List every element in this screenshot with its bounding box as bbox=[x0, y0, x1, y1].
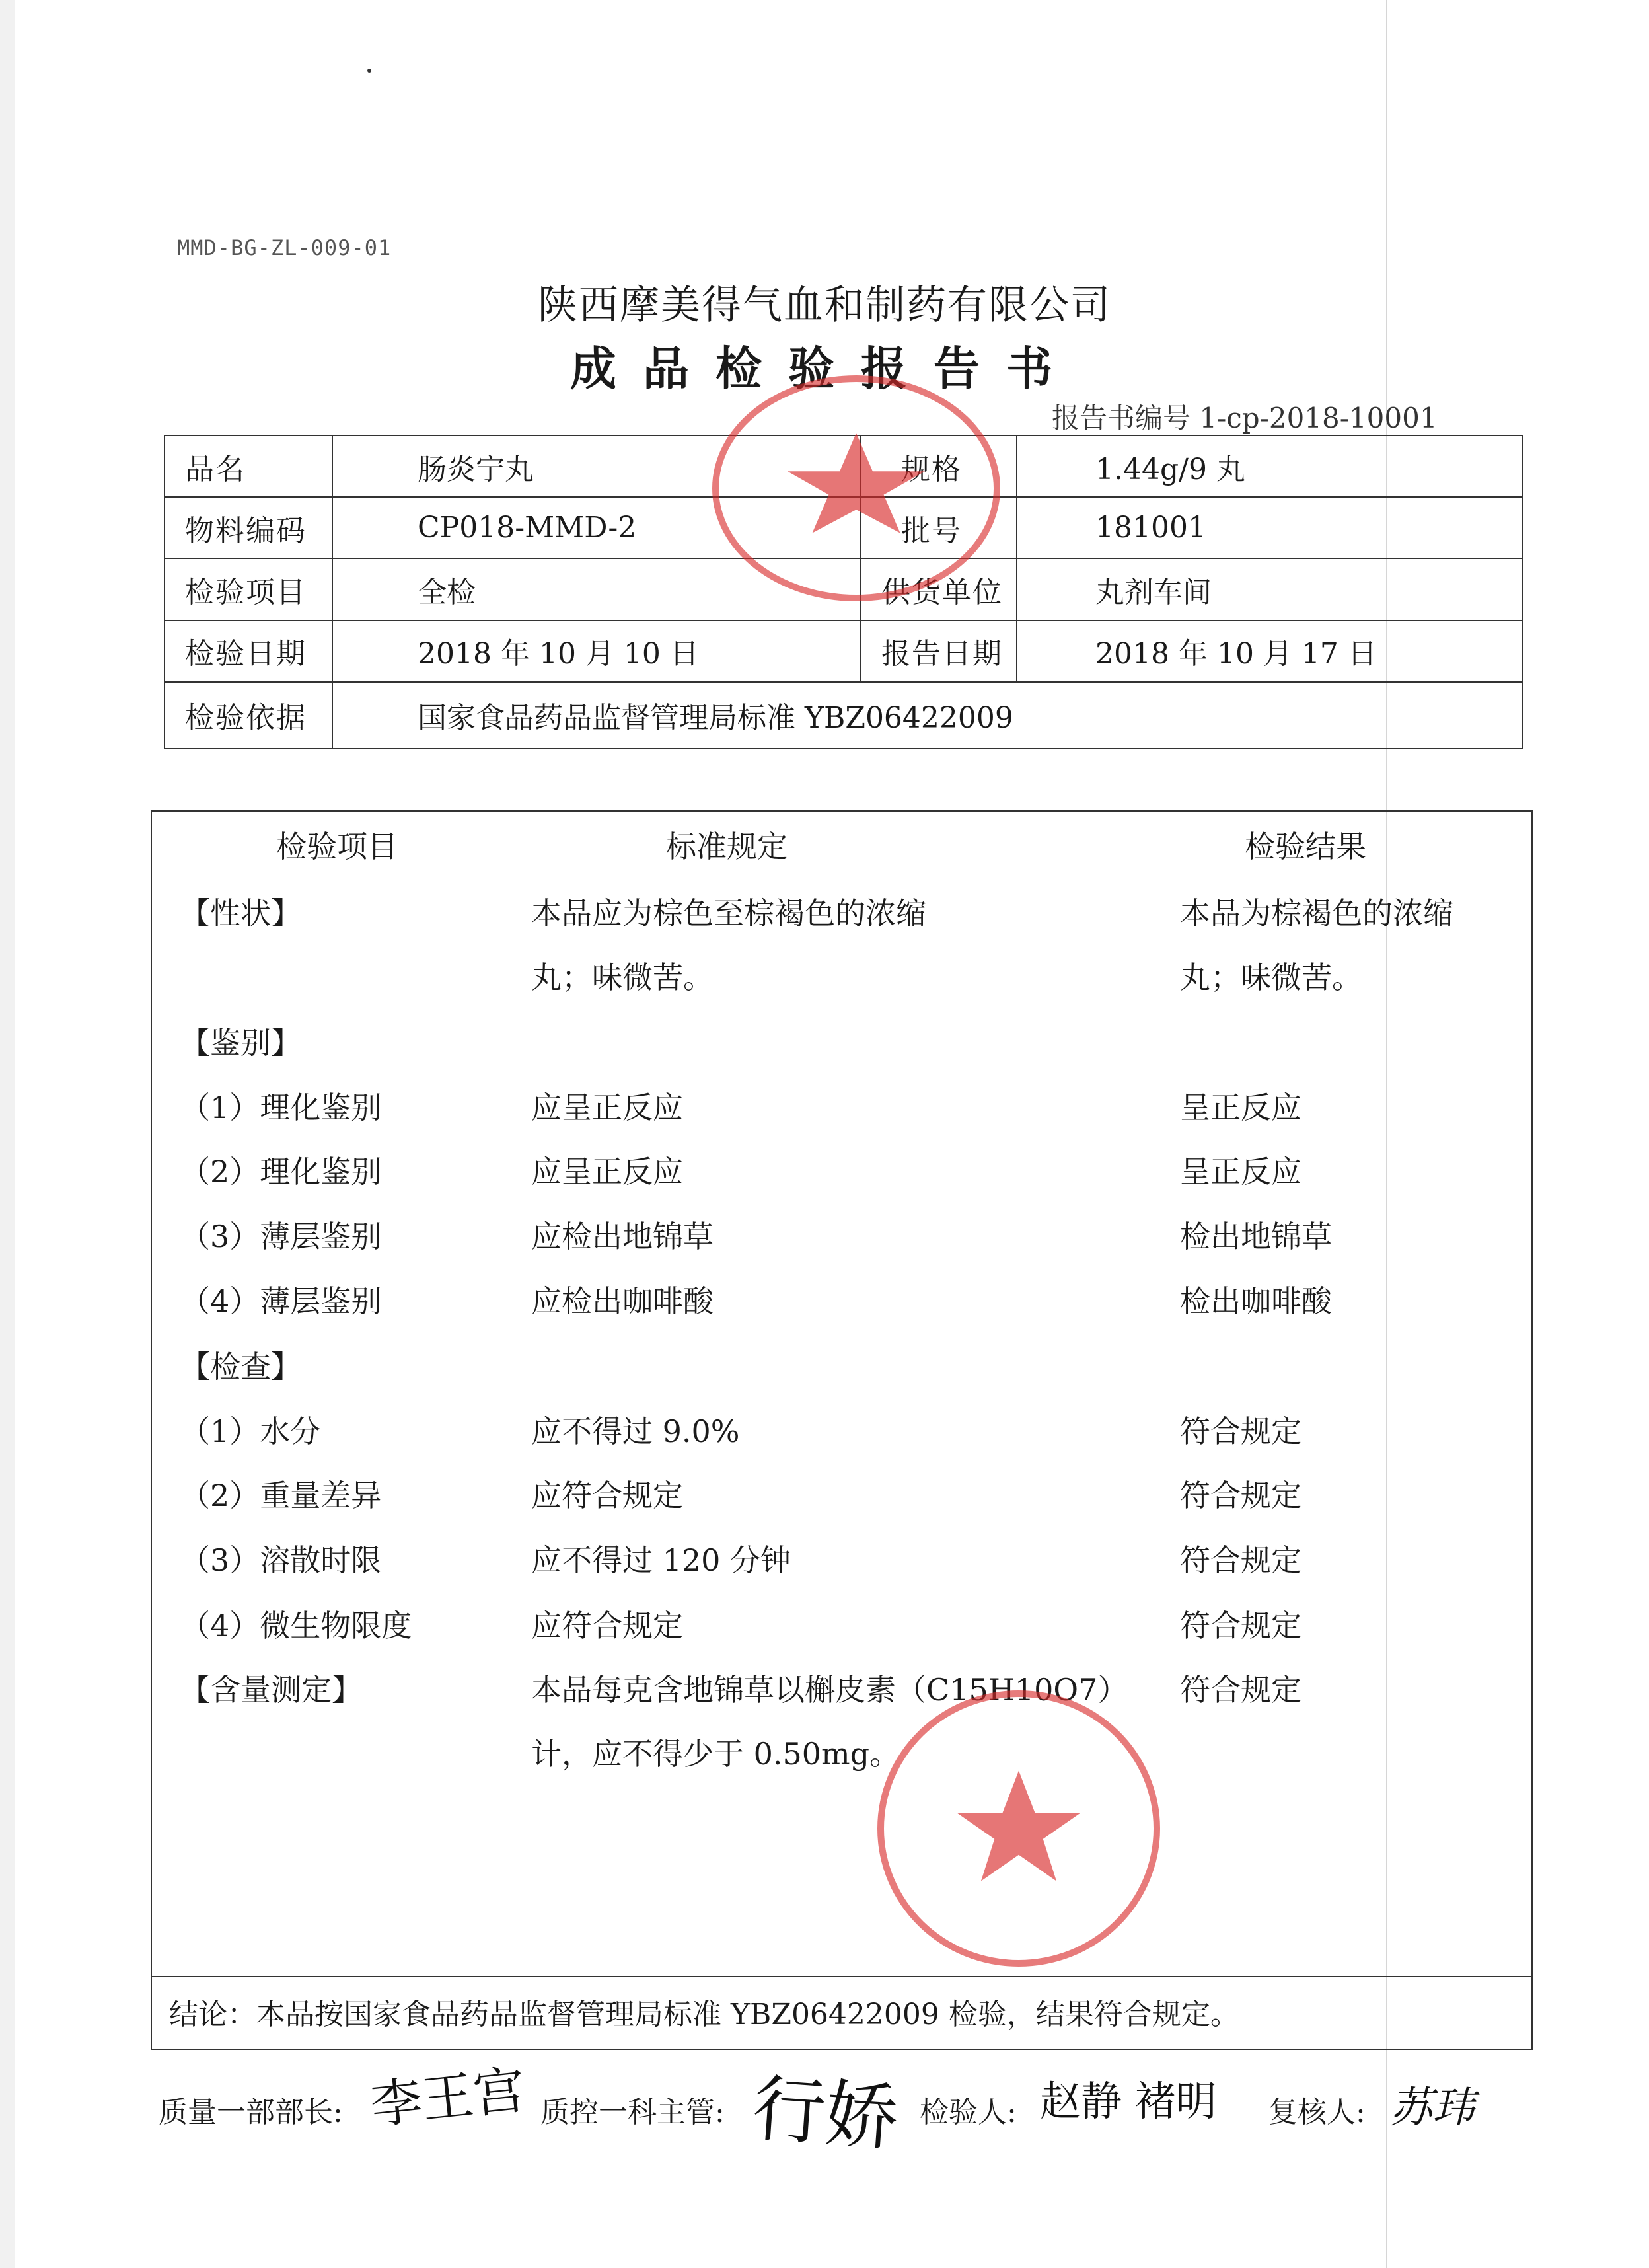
results-header-result: 检验结果 bbox=[1245, 829, 1366, 864]
reviewer-label: 复核人: bbox=[1268, 2096, 1366, 2129]
report-date-label: 报告日期 bbox=[861, 621, 1017, 682]
row-result: 符合规定 bbox=[1180, 1672, 1301, 1708]
row-item: 【性状】 bbox=[180, 895, 301, 931]
row-standard: 应检出地锦草 bbox=[531, 1219, 714, 1254]
supplier-label: 供货单位 bbox=[861, 558, 1017, 620]
product-name-label: 品名 bbox=[165, 435, 332, 497]
qa-head-label: 质量一部部长: bbox=[159, 2096, 343, 2129]
row-standard: 丸；味微苦。 bbox=[531, 960, 714, 995]
test-date-label: 检验日期 bbox=[165, 621, 332, 682]
document-title: 成品检验报告书 bbox=[570, 341, 1079, 396]
row-standard: 应符合规定 bbox=[531, 1478, 683, 1513]
qa-head-signature: 李王宫 bbox=[367, 2060, 528, 2136]
row-result: 呈正反应 bbox=[1180, 1090, 1301, 1125]
row-item: （4）微生物限度 bbox=[180, 1608, 412, 1644]
test-date-value: 2018 年 10 月 10 日 bbox=[332, 621, 861, 682]
reviewer-signature: 苏玮 bbox=[1390, 2084, 1475, 2133]
report-number: 报告书编号 1-cp-2018-10001 bbox=[1052, 402, 1438, 434]
company-name: 陕西摩美得气血和制药有限公司 bbox=[538, 282, 1111, 328]
material-code-value: CP018-MMD-2 bbox=[332, 497, 861, 558]
row-result: 检出咖啡酸 bbox=[1180, 1283, 1332, 1319]
inspector-signature: 赵静 褚明 bbox=[1040, 2077, 1217, 2125]
row-result: 符合规定 bbox=[1180, 1608, 1301, 1644]
row-item: （3）薄层鉴别 bbox=[180, 1219, 382, 1254]
row-standard: 本品每克含地锦草以槲皮素（C15H10O7） bbox=[531, 1672, 1128, 1708]
supplier-value: 丸剂车间 bbox=[1017, 558, 1523, 620]
material-code-label: 物料编码 bbox=[165, 497, 332, 558]
row-item: 【含量测定】 bbox=[180, 1672, 362, 1708]
row-standard: 计，应不得少于 0.50mg。 bbox=[531, 1736, 900, 1772]
row-standard: 应呈正反应 bbox=[531, 1154, 683, 1190]
row-result: 检出地锦草 bbox=[1180, 1219, 1332, 1254]
row-standard: 应呈正反应 bbox=[531, 1090, 683, 1125]
basis-label: 检验依据 bbox=[165, 682, 332, 749]
spec-value: 1.44g/9 丸 bbox=[1017, 435, 1523, 497]
row-item: （4）薄层鉴别 bbox=[180, 1283, 382, 1319]
row-item: （1）理化鉴别 bbox=[180, 1090, 382, 1125]
row-result: 本品为棕褐色的浓缩 bbox=[1180, 895, 1453, 931]
row-result: 丸；味微苦。 bbox=[1180, 960, 1362, 995]
document-code: MMD-BG-ZL-009-01 bbox=[177, 235, 392, 260]
row-result: 符合规定 bbox=[1180, 1414, 1301, 1449]
row-standard: 应不得过 120 分钟 bbox=[531, 1542, 791, 1578]
row-item: （2）理化鉴别 bbox=[180, 1154, 382, 1190]
row-item: （1）水分 bbox=[180, 1414, 321, 1449]
batch-value: 181001 bbox=[1017, 497, 1523, 558]
results-header-item: 检验项目 bbox=[276, 829, 398, 864]
basis-value: 国家食品药品监督管理局标准 YBZ06422009 bbox=[332, 682, 1523, 749]
row-item: 【鉴别】 bbox=[180, 1025, 301, 1061]
row-standard: 本品应为棕色至棕褐色的浓缩 bbox=[531, 895, 926, 931]
row-result: 符合规定 bbox=[1180, 1542, 1301, 1578]
qc-head-signature: 行娇 bbox=[750, 2066, 901, 2161]
row-item: （2）重量差异 bbox=[180, 1478, 382, 1513]
results-header-standard: 标准规定 bbox=[666, 829, 788, 864]
row-standard: 应符合规定 bbox=[531, 1608, 683, 1644]
vendor-seal bbox=[877, 1690, 1160, 1967]
inspector-label: 检验人: bbox=[920, 2096, 1017, 2129]
row-result: 符合规定 bbox=[1180, 1478, 1301, 1513]
row-standard: 应检出咖啡酸 bbox=[531, 1283, 714, 1319]
test-item-value: 全检 bbox=[332, 558, 861, 620]
seal-star-icon bbox=[788, 433, 925, 533]
qc-head-label: 质控一科主管: bbox=[540, 2096, 725, 2129]
scan-speck bbox=[367, 69, 371, 73]
row-item: 【检查】 bbox=[180, 1349, 301, 1384]
company-seal bbox=[712, 375, 1000, 601]
product-name-value: 肠炎宁丸 bbox=[332, 435, 861, 497]
row-result: 呈正反应 bbox=[1180, 1154, 1301, 1190]
conclusion: 结论：本品按国家食品药品监督管理局标准 YBZ06422009 检验，结果符合规定。 bbox=[151, 1976, 1533, 2050]
row-standard: 应不得过 9.0% bbox=[531, 1414, 740, 1449]
report-date-value: 2018 年 10 月 17 日 bbox=[1017, 621, 1523, 682]
spec-label: 规格 bbox=[861, 435, 1017, 497]
row-item: （3）溶散时限 bbox=[180, 1542, 382, 1578]
seal-star-icon-2 bbox=[957, 1770, 1081, 1881]
test-item-label: 检验项目 bbox=[165, 558, 332, 620]
batch-label: 批号 bbox=[861, 497, 1017, 558]
